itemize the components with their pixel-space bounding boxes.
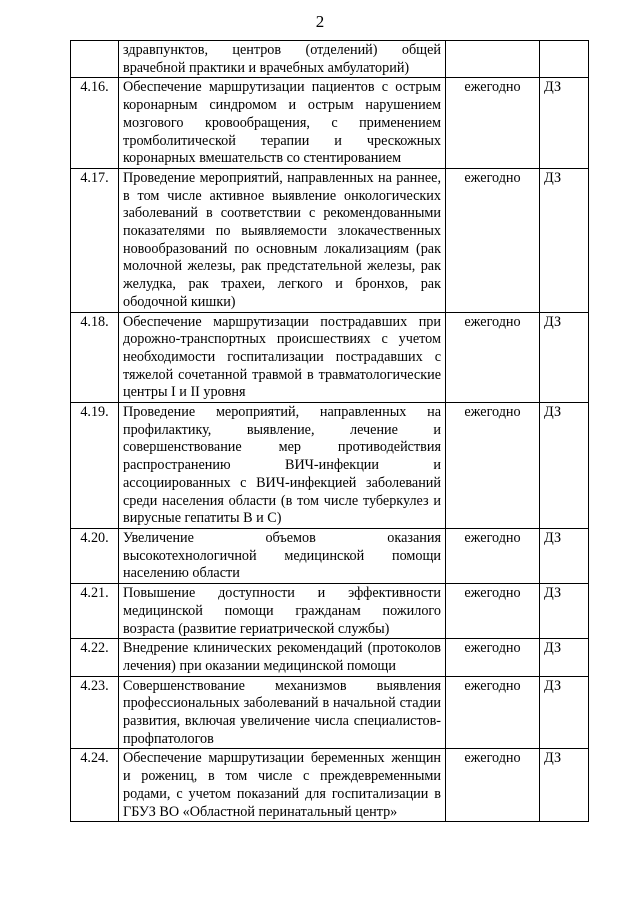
measure-description: Увеличение объемов оказания высокотехнологичной медицинской помощи населению области [119,528,446,583]
measure-responsible: ДЗ [540,749,589,822]
measure-term: ежегодно [446,312,540,403]
measure-description: Обеспечение маршрутизации беременных женщин и рожениц, в том числе с преждевременными родами, с учетом показаний для госпитализации в ГБУЗ ВО «Областной перинатальный центр» [119,749,446,822]
measure-description: Обеспечение маршрутизации пациентов с острым коронарным синдромом и острым нарушением мозгового кровообращения, с применением тромболитической терапии и чрескожных коронарных вмешательств со стентированием [119,78,446,169]
table-row [71,639,589,676]
table-row [71,676,589,749]
measure-responsible: ДЗ [540,584,589,639]
measure-responsible: ДЗ [540,676,589,749]
row-number [71,41,119,78]
row-number: 4.17. [71,168,119,312]
measure-term: ежегодно [446,749,540,822]
measure-responsible: ДЗ [540,403,589,529]
measure-term: ежегодно [446,676,540,749]
measure-responsible: ДЗ [540,528,589,583]
measure-description: Проведение мероприятий, направленных на раннее, в том числе активное выявление онкологических заболеваний в соответствии с рекомендованными показателями по выявляемости злокачественных новообразований по основным локализациям (рак молочной железы, рак предстательной железы, рак желудка, рак трахеи, легкого и бронхов, рак ободочной кишки) [119,168,446,312]
measure-responsible: ДЗ [540,639,589,676]
measure-term: ежегодно [446,403,540,529]
measure-term: ежегодно [446,639,540,676]
measure-term: ежегодно [446,584,540,639]
measure-term: ежегодно [446,78,540,169]
row-number: 4.18. [71,312,119,403]
measure-responsible: ДЗ [540,78,589,169]
measure-responsible: ДЗ [540,168,589,312]
measure-term [446,41,540,78]
row-number: 4.23. [71,676,119,749]
measure-description: Проведение мероприятий, направленных на профилактику, выявление, лечение и совершенствование мер противодействия распространению ВИЧ-инфекции и ассоциированных с ВИЧ-инфекцией заболеваний среди населения области (в том числе туберкулез и вирусные гепатиты В и С) [119,403,446,529]
table-row [71,749,589,822]
row-number: 4.24. [71,749,119,822]
table-row [71,41,589,78]
table-row [71,584,589,639]
measure-responsible: ДЗ [540,312,589,403]
measure-description: здравпунктов, центров (отделений) общей врачебной практики и врачебных амбулаторий) [119,41,446,78]
measure-term: ежегодно [446,528,540,583]
table-row [71,168,589,312]
table-row [71,312,589,403]
row-number: 4.21. [71,584,119,639]
measure-description: Внедрение клинических рекомендаций (протоколов лечения) при оказании медицинской помощи [119,639,446,676]
table-row [71,78,589,169]
row-number: 4.16. [71,78,119,169]
measure-responsible [540,41,589,78]
table-row [71,403,589,529]
row-number: 4.20. [71,528,119,583]
measure-description: Обеспечение маршрутизации пострадавших при дорожно-транспортных происшествиях с учетом необходимости госпитализации пострадавших с тяжелой сочетанной травмой в травматологические центры I и II уровня [119,312,446,403]
measures-table [70,40,589,822]
measure-description: Повышение доступности и эффективности медицинской помощи гражданам пожилого возраста (развитие гериатрической службы) [119,584,446,639]
row-number: 4.22. [71,639,119,676]
measure-description: Совершенствование механизмов выявления профессиональных заболеваний в начальной стадии развития, включая увеличение числа специалистов-профпатологов [119,676,446,749]
measure-term: ежегодно [446,168,540,312]
page-number: 2 [315,12,325,31]
row-number: 4.19. [71,403,119,529]
table-row [71,528,589,583]
